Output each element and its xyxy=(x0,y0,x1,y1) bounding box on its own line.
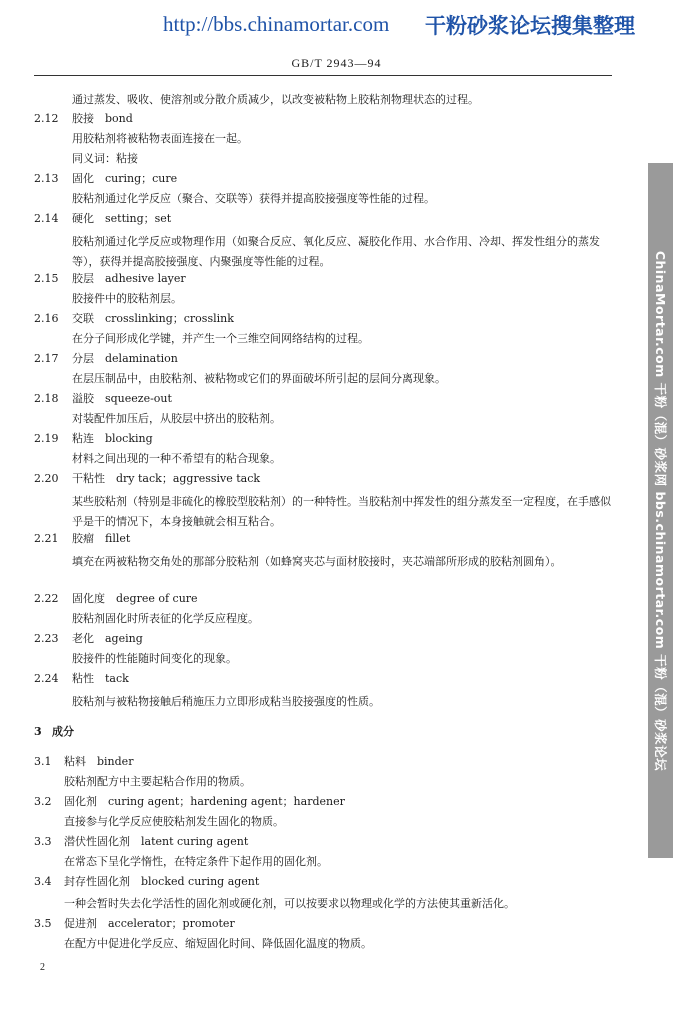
standard-header: GB/T 2943—94 xyxy=(291,56,382,70)
definition-text: 对装配件加压后，从胶层中挤出的胶粘剂。 xyxy=(72,412,281,425)
term-title: 胶瘤 fillet xyxy=(72,532,131,545)
term-title: 粘性 tack xyxy=(72,672,129,685)
term-title: 胶接 bond xyxy=(72,112,133,125)
definition-text: 通过蒸发、吸收、使溶剂或分散介质减少，以改变被粘物上胶粘剂物理状态的过程。 xyxy=(72,93,479,106)
watermark-text: ChinaMortar.com 干粉（混）砂浆网 bbs.chinamortar.com 干粉（混）砂浆论坛 xyxy=(652,250,668,771)
term-number: 3.4 xyxy=(34,875,52,888)
term-title: 干粘性 dry tack；aggressive tack xyxy=(72,472,261,485)
synonym-text: 同义词：粘接 xyxy=(72,152,138,165)
definition-text: 在配方中促进化学反应、缩短固化时间、降低固化温度的物质。 xyxy=(64,937,372,950)
term-title: 潜伏性固化剂 latent curing agent xyxy=(64,835,249,848)
term-title: 溢胶 squeeze-out xyxy=(72,392,172,405)
definition-text: 填充在两被粘物交角处的那部分胶粘剂（如蜂窝夹芯与面材胶接时，夹芯端部所形成的胶粘剂圆角）。 xyxy=(72,555,562,568)
definition-text: 胶接件中的胶粘剂层。 xyxy=(72,292,182,305)
banner-title: 干粉砂浆论坛搜集整理 xyxy=(425,14,635,38)
definition-text: 胶粘剂通过化学反应或物理作用（如聚合反应、氧化反应、凝胶化作用、水合作用、冷却、挥发性组分的蒸发等），获得并提高胶接强度、内聚强度等性能的过程。 xyxy=(72,235,600,268)
term-number: 3.5 xyxy=(34,917,52,930)
term-number: 2.16 xyxy=(34,312,59,325)
definition-text: 胶粘剂与被粘物接触后稍施压力立即形成粘当胶接强度的性质。 xyxy=(72,695,380,708)
term-title: 粘料 binder xyxy=(64,755,134,768)
section-title: 成分 xyxy=(52,725,74,738)
term-number: 2.15 xyxy=(34,272,59,285)
banner-url[interactable]: http://bbs.chinamortar.com xyxy=(163,12,390,36)
definition-text: 胶粘剂通过化学反应（聚合、交联等）获得并提高胶接强度等性能的过程。 xyxy=(72,192,435,205)
term-title: 老化 ageing xyxy=(72,632,143,645)
term-number: 3.1 xyxy=(34,755,52,768)
term-title: 胶层 adhesive layer xyxy=(72,272,186,285)
definition-text: 材料之间出现的一种不希望有的粘合现象。 xyxy=(72,452,281,465)
definition-text: 胶粘剂固化时所表征的化学反应程度。 xyxy=(72,612,259,625)
term-number: 2.12 xyxy=(34,112,59,125)
term-title: 硬化 setting；set xyxy=(72,212,172,225)
term-title: 固化 curing；cure xyxy=(72,172,178,185)
term-title: 粘连 blocking xyxy=(72,432,153,445)
term-number: 2.24 xyxy=(34,672,59,685)
definition-text: 在分子间形成化学键，并产生一个三维空间网络结构的过程。 xyxy=(72,332,369,345)
term-title: 封存性固化剂 blocked curing agent xyxy=(64,875,260,888)
definition-text: 在常态下呈化学惰性，在特定条件下起作用的固化剂。 xyxy=(64,855,328,868)
term-number: 2.13 xyxy=(34,172,59,185)
definition-text: 胶粘剂配方中主要起粘合作用的物质。 xyxy=(64,775,251,788)
term-number: 3.3 xyxy=(34,835,52,848)
term-title: 促进剂 accelerator；promoter xyxy=(64,917,235,930)
term-number: 2.19 xyxy=(34,432,59,445)
term-number: 3.2 xyxy=(34,795,52,808)
page-number: 2 xyxy=(40,962,45,973)
definition-text: 一种会暂时失去化学活性的固化剂或硬化剂，可以按要求以物理或化学的方法使其重新活化。 xyxy=(64,897,515,910)
term-title: 分层 delamination xyxy=(72,352,178,365)
definition-text: 在层压制品中，由胶粘剂、被粘物或它们的界面破坏所引起的层间分离现象。 xyxy=(72,372,446,385)
term-number: 2.20 xyxy=(34,472,59,485)
term-title: 交联 crosslinking；crosslink xyxy=(72,312,234,325)
term-title: 固化剂 curing agent；hardening agent；hardener xyxy=(64,795,345,808)
term-number: 2.23 xyxy=(34,632,59,645)
top-banner xyxy=(163,10,663,44)
term-number: 2.14 xyxy=(34,212,59,225)
term-number: 2.18 xyxy=(34,392,59,405)
watermark-sidebar xyxy=(648,163,673,858)
header-divider xyxy=(34,75,612,76)
definition-text: 某些胶粘剂（特别是非硫化的橡胶型胶粘剂）的一种特性。当胶粘剂中挥发性的组分蒸发至一定程度，在手感似乎是干的情况下，本身接触就会相互粘合。 xyxy=(72,495,611,528)
term-number: 2.22 xyxy=(34,592,59,605)
section-number: 3 xyxy=(34,725,42,738)
definition-text: 用胶粘剂将被粘物表面连接在一起。 xyxy=(72,132,248,145)
definition-text: 胶接件的性能随时间变化的现象。 xyxy=(72,652,237,665)
term-number: 2.17 xyxy=(34,352,59,365)
term-number: 2.21 xyxy=(34,532,59,545)
term-title: 固化度 degree of cure xyxy=(72,592,198,605)
definition-text: 直接参与化学反应使胶粘剂发生固化的物质。 xyxy=(64,815,284,828)
